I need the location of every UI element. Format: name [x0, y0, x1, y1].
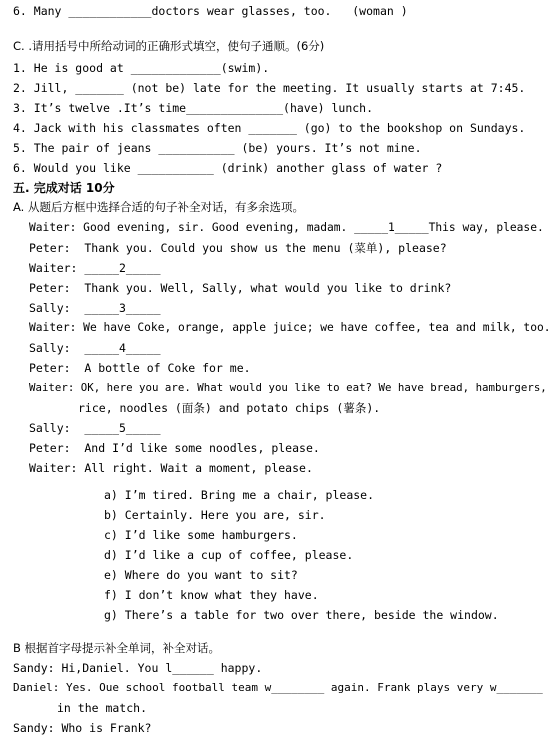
section-5-title: 五. 完成对话 10分 [13, 181, 115, 195]
part-b-line: Sandy: Hi,Daniel. You l______ happy. [13, 661, 263, 675]
dialogue-line: Sally: _____5_____ [29, 421, 161, 435]
section-c-item-1: 1. He is good at _____________(swim). [13, 61, 270, 75]
dialogue-line: Waiter: OK, here you are. What would you like to eat? We have bread, hamburgers, [29, 381, 547, 394]
question-6-prev: 6. Many ____________doctors wear glasses, too. (woman ) [13, 4, 408, 18]
section-c-item-4: 4. Jack with his classmates often _______ (go) to the bookshop on Sundays. [13, 121, 526, 135]
part-b-title: B 根据首字母提示补全单词，补全对话。 [13, 641, 221, 655]
section-c-item-3: 3. It’s twelve .It’s time______________(have) lunch. [13, 101, 374, 115]
option-c: c) I’d like some hamburgers. [104, 528, 298, 542]
option-e: e) Where do you want to sit? [104, 568, 298, 582]
section-c-item-2: 2. Jill, _______ (not be) late for the meeting. It usually starts at 7:45. [13, 81, 526, 95]
dialogue-line: Waiter: All right. Wait a moment, please. [29, 461, 313, 475]
dialogue-line: Waiter: Good evening, sir. Good evening, madam. _____1_____This way, please. [29, 221, 544, 234]
dialogue-line: Waiter: _____2_____ [29, 261, 161, 275]
section-c-item-6: 6. Would you like ___________ (drink) another glass of water ? [13, 161, 443, 175]
dialogue-line: Peter: Thank you. Could you show us the menu (菜单), please? [29, 241, 447, 255]
option-d: d) I’d like a cup of coffee, please. [104, 548, 354, 562]
dialogue-line: Peter: Thank you. Well, Sally, what would you like to drink? [29, 281, 452, 295]
part-b-line: Daniel: Yes. Oue school football team w________ again. Frank plays very w_______ [13, 681, 543, 694]
dialogue-line: Peter: A bottle of Coke for me. [29, 361, 251, 375]
option-g: g) There’s a table for two over there, beside the window. [104, 608, 499, 622]
dialogue-line-continued: rice, noodles (面条) and potato chips (薯条). [78, 401, 381, 415]
dialogue-line: Sally: _____4_____ [29, 341, 161, 355]
dialogue-line: Sally: _____3_____ [29, 301, 161, 315]
part-a-title: A. 从题后方框中选择合适的句子补全对话，有多余选项。 [13, 200, 304, 214]
part-b-line: Sandy: Who is Frank? [13, 721, 152, 735]
dialogue-line: Peter: And I’d like some noodles, please. [29, 441, 320, 455]
option-f: f) I don’t know what they have. [104, 588, 319, 602]
dialogue-line: Waiter: We have Coke, orange, apple juice; we have coffee, tea and milk, too. [29, 321, 551, 334]
option-b: b) Certainly. Here you are, sir. [104, 508, 326, 522]
part-b-line-continued: in the match. [57, 701, 148, 715]
option-a: a) I’m tired. Bring me a chair, please. [104, 488, 375, 502]
section-c-title: C. .请用括号中所给动词的正确形式填空，使句子通顺。(6分) [13, 39, 325, 53]
section-c-item-5: 5. The pair of jeans ___________ (be) yours. It’s not mine. [13, 141, 422, 155]
